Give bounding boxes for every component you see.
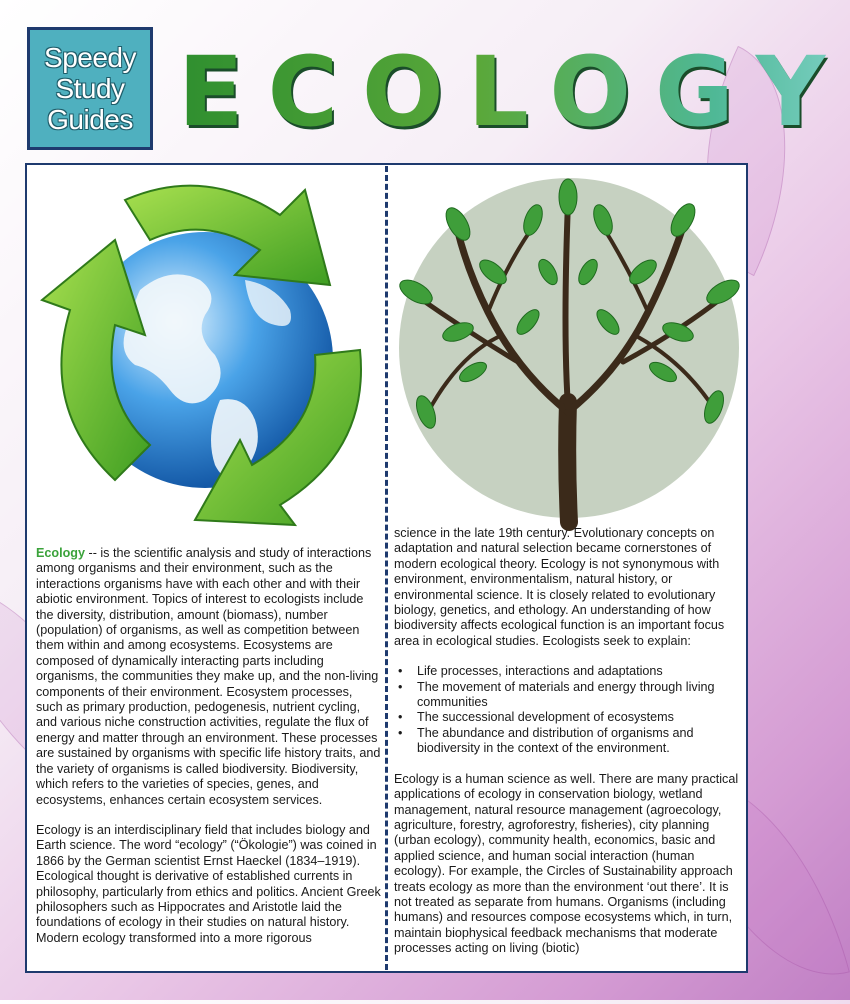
continuation-paragraph: science in the late 19th century. Evolutionary concepts on adaptation and natural selection became cornerstones of modern ecological theory. Ecology is not synonymous with environment, environmentalism, natural history, or environmental science. It is closely related to evolutionary biology, genetics, and ethology. An understanding of how biodiversity affects ecological function is an important focus area in ecological studies. Ecologists seek to explain: xyxy=(394,526,725,648)
intro-paragraph xyxy=(36,546,381,808)
intro-text: -- is the scientific analysis and study of interactions among organisms and their environment, such as the interactions organisms have with each other and with their abiotic environment. Topics of interest to ecologists include the diversity, distribution, amount (biomass), number (population) of organisms, as well as competition between them within and among ecosystems. Ecosystems are composed of dynamically interacting parts including organisms, the communities they make up, and the non-living components of their environment. Ecosystem processes, such as primary production, pedogenesis, nutrient cycling, and various niche construction activities, regulate the flux of energy and matter through an environment. These processes are sustained by organisms with specific life history traits, and the variety of organisms is called biodiversity. Biodiversity, which refers to the varieties of species, genes, and ecosystems, enhances certain ecosystem services. xyxy=(36,546,381,807)
list-item: • Life processes, interactions and adaptations xyxy=(394,664,740,679)
logo-line: Guides xyxy=(47,104,133,135)
list-item: • The successional development of ecosystems xyxy=(394,710,740,725)
list-item: • The movement of materials and energy through living communities xyxy=(394,680,740,711)
left-text-column xyxy=(36,546,381,946)
tree-image xyxy=(398,172,740,524)
history-paragraph: Ecology is an interdisciplinary field that includes biology and Earth science. The word “ecology” (“Ökologie”) was coined in 1866 by the German scientist Ernst Haeckel (1834–1919). Ecological thought is derivative of established currents in philosophy, particularly from ethics and politics. Ancient Greek philosophers such as Hippocrates and Aristotle laid the foundations of ecology in their studies on natural history. Modern ecology transformed into a more rigorous xyxy=(36,822,381,945)
ecology-term: Ecology xyxy=(36,546,85,560)
column-divider xyxy=(385,166,388,970)
page-title: ECOLOGY xyxy=(178,36,850,148)
human-science-paragraph: Ecology is a human science as well. There are many practical applications of ecology in conservation biology, wetland management, natural resource management (agroecology, agriculture, forestry, agroforestry, fisheries), city planning (urban ecology), community health, economics, basic and applied science, and human social interaction (human ecology). For example, the Circles of Sustainability approach treats ecology as more than the environment ‘out there’. It is not treated as separate from humans. Organisms (including humans) and resources compose ecosystems which, in turn, maintain biophysical feedback mechanisms that moderate processes acting on living (biotic) xyxy=(394,771,739,956)
recycling-globe-image xyxy=(30,170,380,530)
logo-line: Speedy xyxy=(44,42,136,73)
logo-line: Study xyxy=(55,73,125,104)
speedy-study-guides-logo xyxy=(27,27,153,150)
right-text-column xyxy=(394,526,740,957)
list-item: • The abundance and distribution of organisms and biodiversity in the context of the environment. xyxy=(394,726,740,757)
bullet-list xyxy=(394,664,740,756)
